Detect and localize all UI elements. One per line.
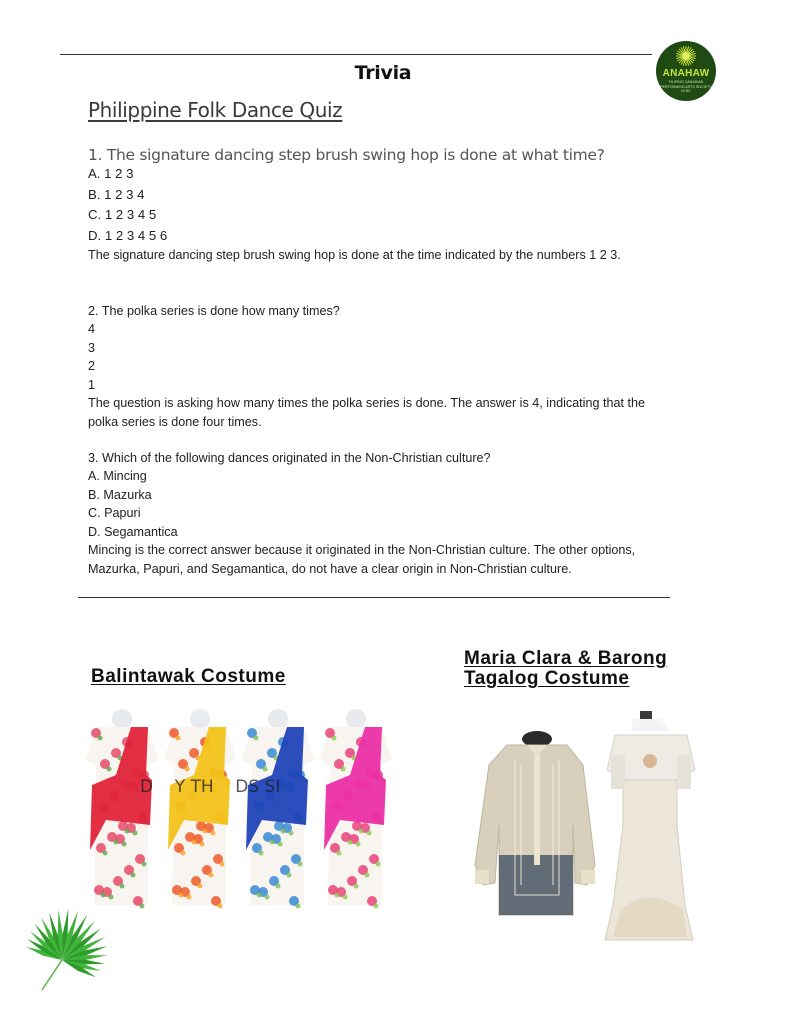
logo-subtitle-3: IN BC xyxy=(681,89,691,93)
balintawak-heading: Balintawak Costume xyxy=(91,666,286,687)
anahaw-logo xyxy=(656,41,716,101)
question-3-text: 3. Which of the following dances originated in the Non-Christian culture? xyxy=(88,451,491,465)
logo-name: ANAHAW xyxy=(662,68,710,79)
question-1-explanation: The signature dancing step brush swing hop is done at the time indicated by the numbers 1 2 3. xyxy=(88,248,621,262)
palm-leaf-decoration xyxy=(22,890,132,1000)
palm-leaf-icon xyxy=(22,890,132,1000)
balintawak-dress xyxy=(320,709,392,909)
balintawak-dress xyxy=(242,709,314,909)
question-2-option-3: 2 xyxy=(88,359,96,373)
question-3-option-b: B. Mazurka xyxy=(88,488,152,502)
page-title: Trivia xyxy=(354,62,412,84)
maria-clara-heading-line-2: Tagalog Costume xyxy=(464,668,630,689)
palm-stem xyxy=(42,960,62,990)
maria-clara-gown xyxy=(605,711,695,940)
question-1-option-c: C. 1 2 3 4 5 xyxy=(88,207,157,222)
maria-clara-barong-image xyxy=(455,705,705,950)
quiz-title: Philippine Folk Dance Quiz xyxy=(88,98,343,122)
balintawak-dresses-illustration xyxy=(78,705,398,915)
balintawak-dress xyxy=(164,709,236,909)
question-1-option-d: D. 1 2 3 4 5 6 xyxy=(88,228,168,243)
question-2-explanation-line-2: polka series is done four times. xyxy=(88,415,262,429)
image-watermark: D Y TH DS SI xyxy=(140,777,281,797)
question-3-option-a: A. Mincing xyxy=(88,469,147,483)
bottom-divider xyxy=(78,597,670,598)
logo-subtitle-2: PERFORMING ARTS SOCIETY xyxy=(660,84,712,89)
balintawak-costume-image xyxy=(78,705,398,915)
question-3-explanation-line-2: Mazurka, Papuri, and Segamantica, do not have a clear origin in Non-Christian culture. xyxy=(88,562,572,576)
question-2-option-2: 3 xyxy=(88,341,96,355)
logo-subtitle-1: FILIPINO CANADIAN xyxy=(668,80,704,84)
question-3-explanation-line-1: Mincing is the correct answer because it originated in the Non-Christian culture. The other options, xyxy=(88,543,636,557)
barong-and-maria-clara-illustration xyxy=(455,705,705,950)
top-divider xyxy=(60,54,652,55)
question-2-option-4: 1 xyxy=(88,378,96,392)
question-1-option-a: A. 1 2 3 xyxy=(88,166,134,181)
question-2-explanation-line-1: The question is asking how many times the polka series is done. The answer is 4, indicating that the xyxy=(88,396,645,410)
maria-clara-heading-line-1: Maria Clara & Barong xyxy=(464,648,668,669)
question-3-option-d: D. Segamantica xyxy=(88,525,178,539)
question-1-option-b: B. 1 2 3 4 xyxy=(88,187,145,202)
barong-tagalog xyxy=(475,731,595,915)
question-2-text: 2. The polka series is done how many times? xyxy=(88,304,340,318)
question-1-text: 1. The signature dancing step brush swing hop is done at what time? xyxy=(88,146,605,164)
question-2-option-1: 4 xyxy=(88,322,96,336)
question-3-option-c: C. Papuri xyxy=(88,506,141,520)
balintawak-dress xyxy=(86,709,158,909)
